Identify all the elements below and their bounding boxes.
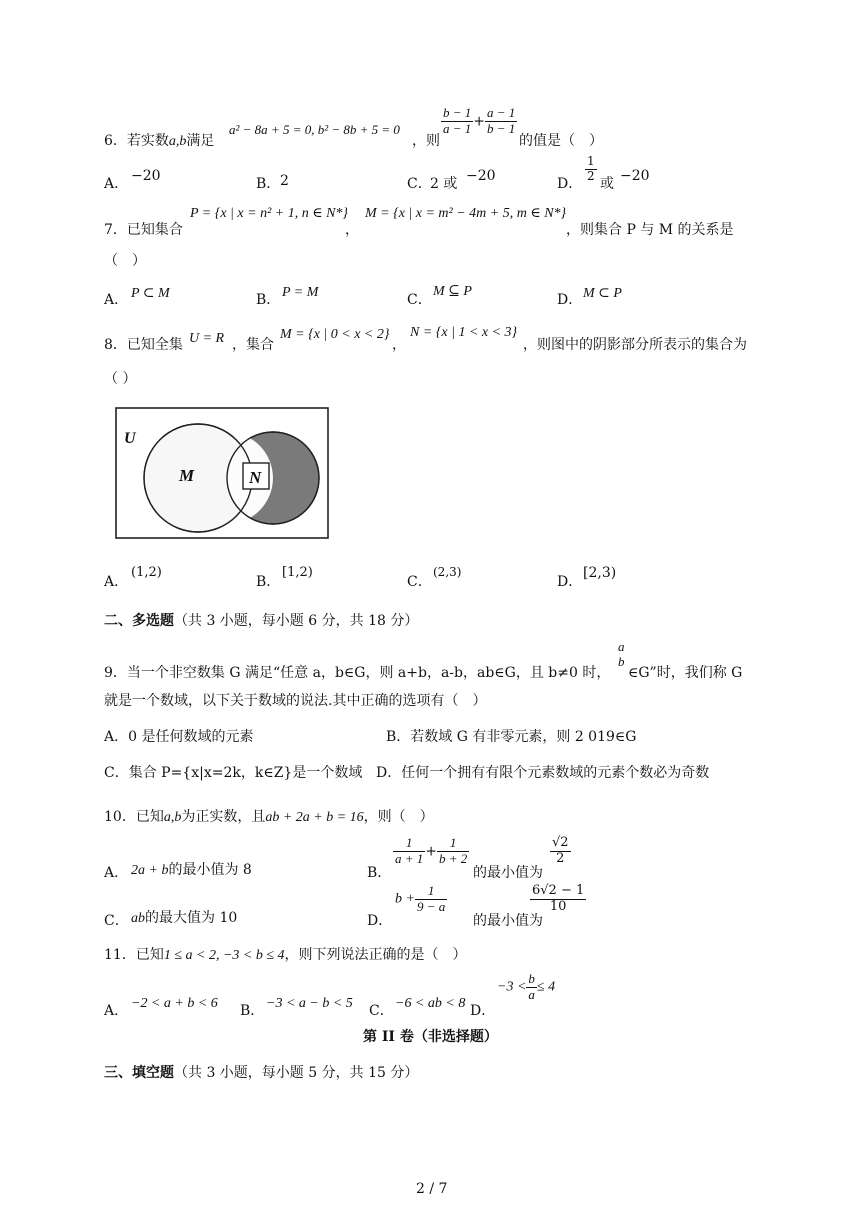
q9-option-a: A．0 是任何数域的元素: [104, 729, 254, 745]
q11-opt-d-pre: −3 <: [497, 979, 527, 995]
q6-frac1-den: a − 1: [443, 120, 472, 136]
q7-tail: ，则集合 P 与 M 的关系是: [566, 222, 734, 238]
q6-mid: 满足: [186, 133, 215, 149]
q6-then: ，则: [412, 133, 440, 149]
q7-paren: （ ）: [104, 253, 146, 269]
q10-stem: [104, 806, 434, 826]
q10-opt-b-value: [550, 836, 571, 867]
q7-prefix: 7．已知集合: [104, 222, 183, 238]
q10-vars: a,b: [163, 810, 182, 825]
q10-tail: ，则（ ）: [363, 809, 434, 825]
q6-frac2-den: b − 1: [487, 120, 516, 136]
q7-opt-a-label: A．: [104, 292, 129, 308]
q9-option-c: C．集合 P={x|x=2k，k∈Z}是一个数域: [104, 765, 363, 781]
q6-opt-b-label: B．: [256, 176, 281, 192]
q10-opt-b-f2-num: 1: [437, 836, 469, 852]
q11-opt-d-num: b: [528, 971, 535, 986]
section-2-title: 二、多选题: [104, 613, 174, 629]
q7-set-m: M = {x | x = m² − 4m + 5, m ∈ N*}: [365, 206, 567, 221]
q6-opt-d-or: 或: [600, 176, 614, 192]
q6-prefix: 6．若实数: [104, 133, 169, 149]
q6-opt-c-label: C．: [407, 176, 432, 192]
q11-opt-b-value: −3 < a − b < 5: [266, 996, 353, 1011]
q6-opt-a-label: A．: [104, 176, 129, 192]
q8-universe: U = R: [189, 331, 225, 346]
q6-opt-d-frac: [585, 155, 597, 184]
q11-opt-d-post: ≤ 4: [536, 979, 556, 995]
q6-opt-a-value: −20: [131, 168, 161, 184]
venn-m-label: M: [179, 466, 195, 485]
q10-opt-b-value-den: 2: [556, 850, 565, 866]
q8-opt-c-label: C．: [407, 574, 432, 590]
q9-line2: 就是一个数域，以下关于数域的说法.其中正确的选项有（ ）: [104, 693, 487, 709]
venn-diagram: [114, 406, 330, 540]
q11-opt-a-value: −2 < a + b < 6: [131, 996, 218, 1011]
q10-opt-b-f1-num: 1: [393, 836, 425, 852]
q10-opt-b-value-num: √2: [552, 835, 569, 850]
q6-plus: +: [473, 113, 486, 130]
q6-opt-c-value2: −20: [466, 168, 496, 184]
q9-line1-end: ∈G”时，我们称 G: [628, 665, 743, 681]
q10-opt-b-f2-den: b + 2: [439, 850, 468, 866]
q7-opt-a-value: P ⊂ M: [131, 286, 170, 301]
q6-option-a: [104, 173, 128, 193]
q11-opt-b-label: B．: [240, 1003, 265, 1019]
q10-opt-d-value-num: 6√2 − 1: [532, 883, 585, 898]
q8-opt-b-label: B．: [256, 574, 281, 590]
q7-opt-b-label: B．: [256, 292, 281, 308]
q7-opt-c-value: M ⊆ P: [433, 284, 472, 299]
q11-condition: 1 ≤ a < 2, −3 < b ≤ 4: [163, 948, 285, 963]
section-2-note: （共 3 小题，每小题 6 分，共 18 分）: [174, 613, 419, 629]
q10-opt-d-f-num: 1: [415, 884, 447, 900]
q10-opt-d-value: [530, 884, 586, 915]
q10-prefix: 10．已知: [104, 809, 164, 825]
q8-paren: （ ）: [104, 371, 137, 387]
q10-opt-d-f-den: 9 − a: [416, 898, 446, 914]
q10-opt-b-label: B．: [367, 865, 392, 881]
q10-opt-d-text: 的最小值为: [473, 913, 543, 929]
q6-frac1-num: b − 1: [443, 105, 472, 120]
q10-opt-b-text: 的最小值为: [473, 865, 543, 881]
section-3-heading: [104, 1062, 418, 1082]
q9-line1: 9．当一个非空数集 G 满足“任意 a，b∈G，则 a+b，a-b，ab∈G，且 b≠0 时，: [104, 665, 611, 681]
q6-opt-d-label: D．: [557, 176, 583, 192]
q11-opt-d-value: [497, 972, 555, 1003]
q6-opt-b-value: 2: [280, 173, 289, 189]
q8-opt-c-value: (2,3): [433, 565, 462, 579]
q8-opt-a-value: (1,2): [131, 565, 162, 580]
q11-opt-d-den: a: [528, 986, 535, 1002]
q7-comma: ，: [345, 222, 359, 238]
q10-opt-a: [131, 859, 252, 879]
q9-frac-den: b: [618, 653, 625, 669]
q10-opt-a-text: 的最小值为 8: [168, 862, 252, 878]
q10-opt-d-value-den: 10: [549, 898, 567, 914]
q8-opt-a-label: A．: [104, 574, 129, 590]
q8-mid: ，集合: [232, 337, 274, 353]
q11-opt-d-label: D．: [470, 1003, 496, 1019]
q10-opt-b: $\frac{1}{a + 1}$ + $\frac{1}{b + 2}$: [395, 835, 468, 866]
section-2-heading: [104, 610, 418, 630]
q10-opt-c-label: C．: [104, 913, 129, 929]
q8-tail: ，则图中的阴影部分所表示的集合为: [523, 337, 747, 353]
q8-prefix: 8．已知全集: [104, 337, 183, 353]
q6-opt-c-value1: 2 或: [430, 176, 458, 192]
q8-opt-b-value: [1,2): [282, 565, 313, 580]
q9-frac-num: a: [618, 639, 625, 654]
part-2-title: 第 II 卷（非选择题）: [363, 1029, 498, 1045]
venn-n-label: N: [249, 468, 262, 487]
q7-opt-c-label: C．: [407, 292, 432, 308]
q7-opt-b-value: P = M: [282, 285, 319, 300]
q11-opt-c-value: −6 < ab < 8: [395, 996, 466, 1011]
q6-condition: a² − 8a + 5 = 0, b² − 8b + 5 = 0: [229, 122, 400, 137]
q6-stem: [104, 130, 214, 150]
q8-opt-d-label: D．: [557, 574, 583, 590]
q11-opt-c-label: C．: [369, 1003, 394, 1019]
q8-set-n: N = {x | 1 < x < 3}: [410, 325, 518, 340]
q6-expression: [441, 106, 517, 137]
q7-opt-d-label: D．: [557, 292, 583, 308]
q9-option-d: D．任何一个拥有有限个元素数域的元素个数必为奇数: [376, 765, 710, 781]
page-number: 2 / 7: [416, 1181, 448, 1197]
q10-opt-a-expr: 2a + b: [131, 863, 169, 878]
q6-opt-d-value: −20: [620, 168, 650, 184]
section-3-title: 三、填空题: [104, 1065, 174, 1081]
venn-u-label: U: [124, 430, 136, 447]
q6-vars: a,b: [168, 134, 187, 149]
q7-set-p: P = {x | x = n² + 1, n ∈ N*}: [190, 206, 349, 221]
q8-comma: ，: [392, 337, 406, 353]
q10-opt-d-label: D．: [367, 913, 393, 929]
q11-stem: [104, 944, 467, 964]
q6-frac2-num: a − 1: [487, 105, 516, 120]
section-3-note: （共 3 小题，每小题 5 分，共 15 分）: [174, 1065, 419, 1081]
q10-condition: ab + 2a + b = 16: [265, 810, 364, 825]
q9-frac: [616, 640, 627, 670]
q9-option-b: B．若数域 G 有非零元素，则 2 019∈G: [386, 729, 637, 745]
q6-opt-d-den: 2: [587, 168, 595, 183]
q8-set-m: M = {x | 0 < x < 2}: [280, 327, 390, 342]
q11-prefix: 11．已知: [104, 947, 164, 963]
q10-opt-d: [395, 884, 447, 915]
q10-opt-c: [131, 907, 237, 927]
q10-opt-d-pre: b +: [395, 891, 415, 907]
q8-opt-d-value: [2,3): [583, 565, 617, 581]
q10-mid: 为正实数，且: [181, 809, 266, 825]
q10-opt-b-f1-den: a + 1: [395, 850, 424, 866]
q6-opt-d-num: 1: [587, 154, 595, 168]
q6-tail: 的值是（ ）: [519, 133, 603, 149]
q10-opt-c-text: 的最大值为 10: [145, 910, 238, 926]
q10-opt-c-expr: ab: [131, 911, 145, 926]
q11-tail: ，则下列说法正确的是（ ）: [284, 947, 467, 963]
q10-opt-a-label: A．: [104, 865, 129, 881]
q7-opt-d-value: M ⊂ P: [583, 286, 622, 301]
q11-opt-a-label: A．: [104, 1003, 129, 1019]
